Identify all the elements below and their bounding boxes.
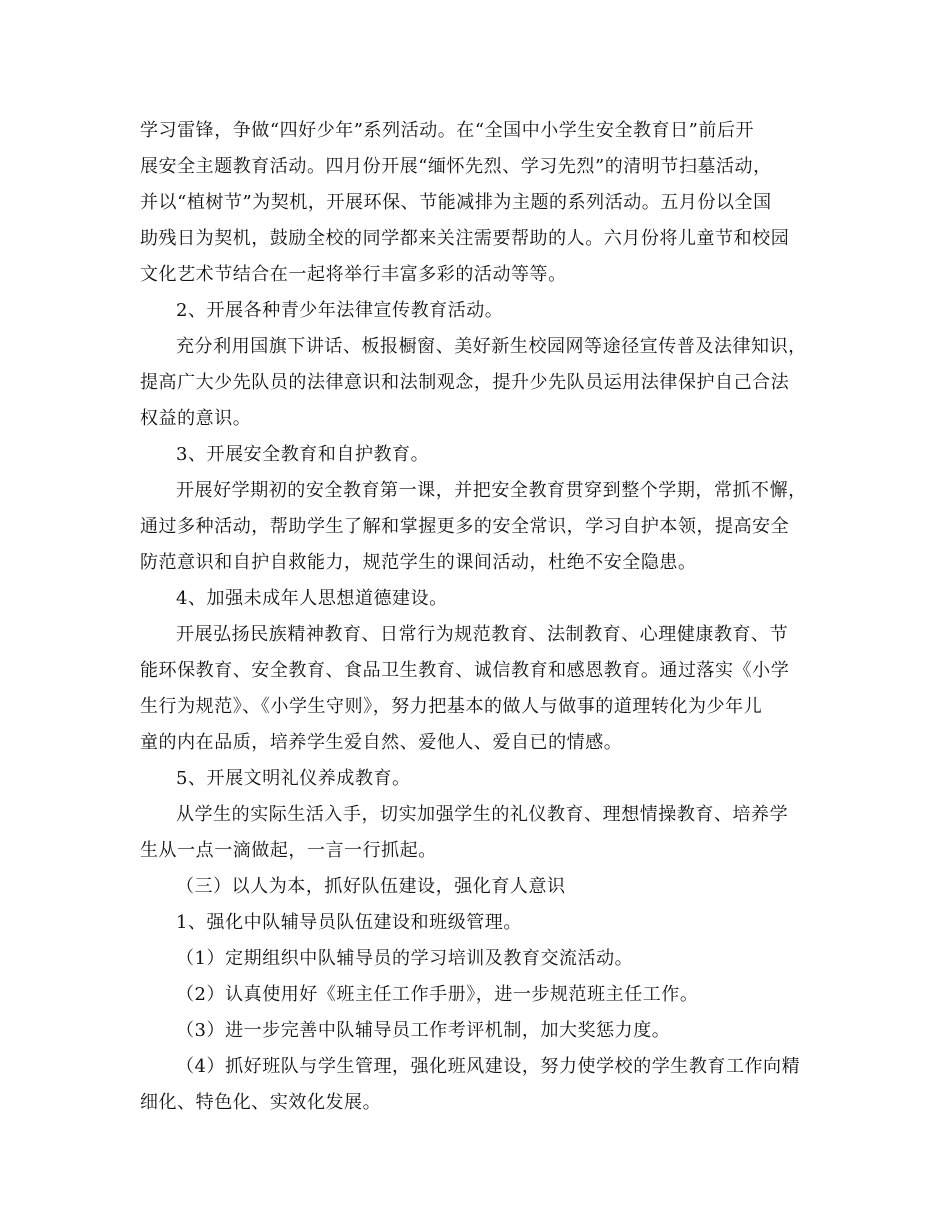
paragraph-line: 展安全主题教育活动。四月份开展“缅怀先烈、学习先烈”的清明节扫墓活动， — [140, 156, 772, 177]
section-heading: 1、强化中队辅导员队伍建设和班级管理。 — [176, 912, 522, 933]
paragraph-line: 并以“植树节”为契机，开展环保、节能减排为主题的系列活动。五月份以全国 — [140, 192, 772, 213]
list-item: （3）进一步完善中队辅导员工作考评机制，加大奖惩力度。 — [176, 1020, 671, 1041]
paragraph-line: 童的内在品质，培养学生爱自然、爱他人、爱自已的情感。 — [140, 732, 623, 753]
paragraph-line: 提高广大少先队员的法律意识和法制观念，提升少先队员运用法律保护自己合法 — [140, 372, 790, 393]
section-heading: 3、开展安全教育和自护教育。 — [176, 444, 430, 465]
paragraph-line: 充分利用国旗下讲话、板报橱窗、美好新生校园网等途径宣传普及法律知识， — [176, 336, 807, 357]
paragraph-line: 从学生的实际生活入手，切实加强学生的礼仪教育、理想情操教育、培养学 — [176, 804, 789, 825]
paragraph-line: 通过多种活动，帮助学生了解和掌握更多的安全常识，学习自护本领，提高安全 — [140, 516, 790, 537]
paragraph-line: 生从一点一滴做起，一言一行抓起。 — [140, 840, 437, 861]
paragraph-line: 学习雷锋，争做“四好少年”系列活动。在“全国中小学生安全教育日”前后开 — [140, 120, 755, 141]
section-heading: 2、开展各种青少年法律宣传教育活动。 — [176, 300, 504, 321]
section-heading: （三）以人为本，抓好队伍建设，强化育人意识 — [176, 876, 566, 897]
section-heading: 4、加强未成年人思想道德建设。 — [176, 588, 448, 609]
paragraph-line: 生行为规范》、《小学生守则》，努力把基本的做人与做事的道理转化为少年儿 — [140, 696, 763, 717]
paragraph-line: 文化艺术节结合在一起将举行丰富多彩的活动等等。 — [140, 264, 567, 285]
list-item: （4）抓好班队与学生管理，强化班风建设，努力使学校的学生教育工作向精 — [176, 1056, 801, 1077]
paragraph-line: 助残日为契机，鼓励全校的同学都来关注需要帮助的人。六月份将儿童节和校园 — [140, 228, 790, 249]
paragraph-line: 开展弘扬民族精神教育、日常行为规范教育、法制教育、心理健康教育、节 — [176, 624, 789, 645]
list-item: （2）认真使用好《班主任工作手册》，进一步规范班主任工作。 — [176, 984, 699, 1005]
paragraph-line: 开展好学期初的安全教育第一课，并把安全教育贯穿到整个学期，常抓不懈， — [176, 480, 807, 501]
paragraph-line: 能环保教育、安全教育、食品卫生教育、诚信教育和感恩教育。通过落实《小学 — [140, 660, 790, 681]
paragraph-line: 细化、特色化、实效化发展。 — [140, 1092, 382, 1113]
paragraph-line: 权益的意识。 — [140, 408, 252, 429]
section-heading: 5、开展文明礼仪养成教育。 — [176, 768, 411, 789]
document-body — [140, 113, 812, 1121]
paragraph-line: 防范意识和自护自救能力，规范学生的课间活动，杜绝不安全隐患。 — [140, 552, 697, 573]
list-item: （1）定期组织中队辅导员的学习培训及教育交流活动。 — [176, 948, 634, 969]
